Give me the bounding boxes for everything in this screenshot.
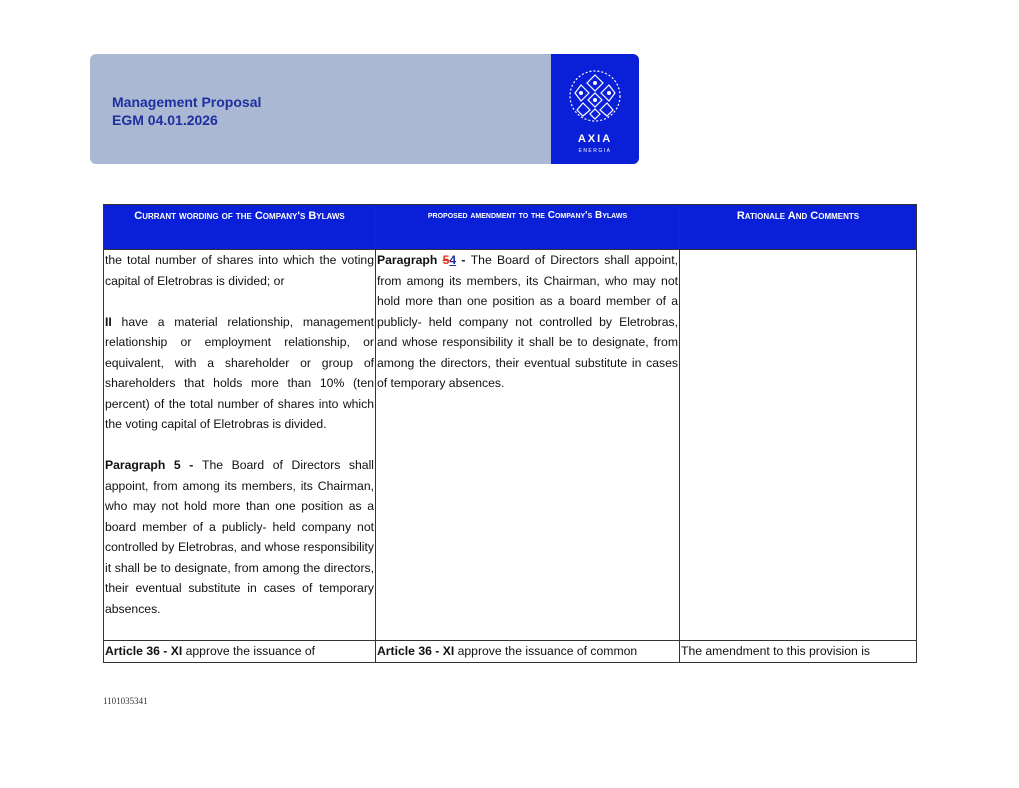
company-logo	[551, 54, 639, 164]
proposed-paragraph	[377, 250, 678, 394]
current-item-ii	[105, 312, 374, 435]
item-ii-text: have a material relationship, management relationship or employment relationship, or equivalent, with a shareholder or group of shareholders that holds more than 10% (ten percent) of the total number of shares into which the voting capital of Eletrobras is divided.	[105, 314, 374, 431]
inserted-number: 4	[449, 253, 457, 267]
rationale-cell	[680, 250, 917, 641]
globe-logo-icon	[568, 69, 622, 123]
paragraph-5-label: Paragraph 5 -	[105, 458, 202, 472]
bylaws-comparison-table	[103, 204, 917, 663]
proposed-paragraph-label: Paragraph	[377, 253, 443, 267]
current-paragraph-5	[105, 455, 374, 619]
logo-name: AXIA	[577, 133, 613, 145]
header-rationale: Rationale And Comments	[680, 205, 917, 250]
paragraph-5-text: The Board of Directors shall appoint, from among its members, its Chairman, who may not hold more than one position as a board member of a publicly- held company not controlled by Eletrobras, and whose responsibility it shall be to designate, from among the directors, their eventual substitute in cases of temporary absences.	[105, 458, 374, 616]
current-clause-text: the total number of shares into which the voting capital of Eletrobras is divided; or	[105, 253, 374, 288]
item-ii-label: II	[105, 314, 112, 329]
deleted-number: 5	[442, 253, 450, 267]
table-header-row	[104, 205, 917, 250]
proposed-paragraph-text: The Board of Directors shall appoint, from among its members, its Chairman, who may not hold more than one position as a board member of a publicly- held company not controlled by Eletrobras, and whose responsibility it shall be to designate, from among the directors, their eventual substitute in cases of temporary absences.	[377, 253, 678, 390]
proposal-title-line2: EGM 04.01.2026	[112, 112, 218, 128]
current-wording-cell	[104, 250, 376, 641]
table-row	[104, 641, 917, 663]
proposed-article-36-label: Article 36 - XI	[377, 644, 455, 658]
rationale-article-36-cell: The amendment to this provision is	[680, 641, 917, 663]
article-36-text: approve the issuance of	[182, 644, 316, 658]
header-banner	[90, 54, 551, 164]
proposed-amendment-cell	[376, 250, 680, 641]
proposed-article-36-cell	[376, 641, 680, 663]
table-row	[104, 250, 917, 641]
logo-subtitle: ENERGIA	[578, 148, 612, 154]
document-code: 1101035341	[103, 696, 148, 706]
article-36-label: Article 36 - XI	[105, 644, 183, 658]
current-article-36-cell	[104, 641, 376, 663]
header-current-wording: Currant wording of the Company's Bylaws	[104, 205, 376, 250]
proposed-paragraph-dash: -	[456, 253, 471, 267]
proposed-article-36-text: approve the issuance of common	[454, 644, 638, 658]
proposal-title-line1: Management Proposal	[112, 94, 262, 110]
header-proposed-amendment: proposed amendment to the Company's Bylaws	[376, 205, 680, 250]
proposal-title	[112, 93, 261, 129]
